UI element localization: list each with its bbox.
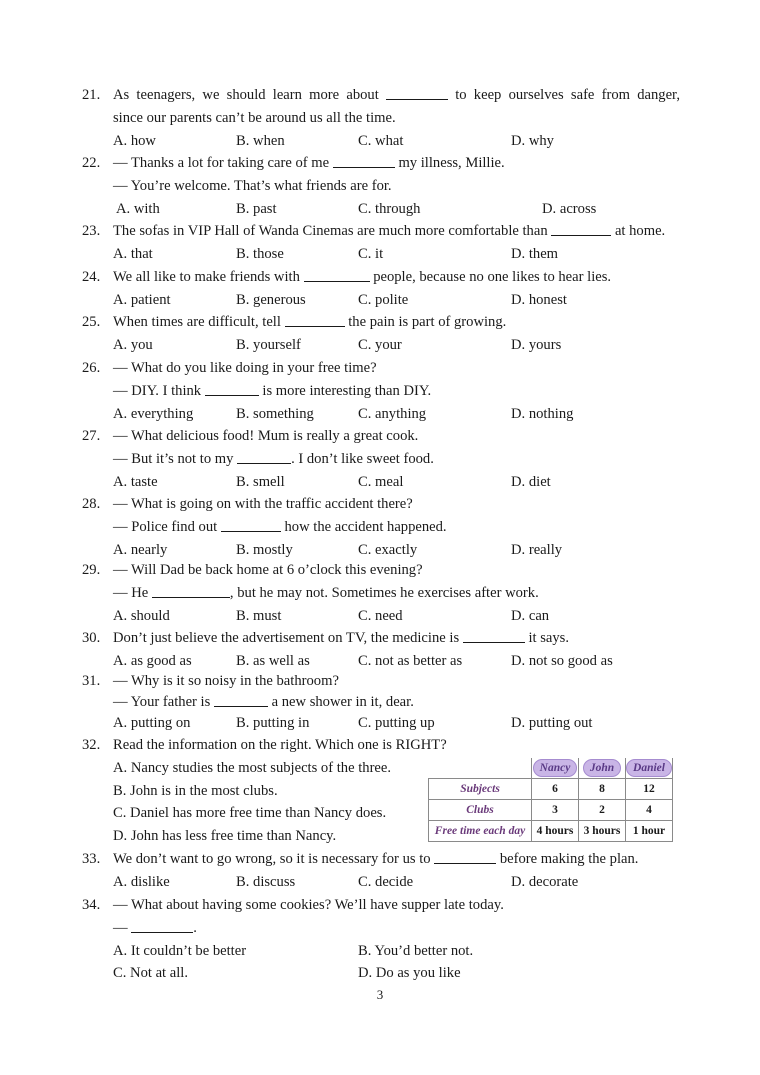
option-a[interactable]: A. should: [113, 607, 170, 624]
question-text-cont: — DIY. I think is more interesting than DIY.: [113, 382, 432, 399]
option-b[interactable]: B. mostly: [236, 541, 293, 558]
option-d[interactable]: D. yours: [511, 336, 562, 353]
option-d[interactable]: D. putting out: [511, 715, 593, 731]
option-b[interactable]: B. when: [236, 132, 285, 149]
question-text: — Will Dad be back home at 6 o’clock this evening?: [113, 562, 423, 578]
option-c[interactable]: C. through: [358, 200, 421, 217]
option-b[interactable]: B. generous: [236, 291, 306, 308]
table-cell: 4: [626, 800, 673, 821]
question-text: — What do you like doing in your free time?: [113, 360, 377, 376]
option-b[interactable]: B. past: [236, 200, 277, 217]
option-c[interactable]: C. your: [358, 336, 402, 353]
option-b[interactable]: B. something: [236, 405, 314, 422]
question-number: 24.: [82, 269, 101, 285]
table-header-row: [429, 758, 673, 779]
option-c[interactable]: C. putting up: [358, 715, 435, 731]
option-d[interactable]: D. why: [511, 132, 554, 149]
option-a[interactable]: A. nearly: [113, 541, 168, 558]
option-b[interactable]: B. putting in: [236, 715, 310, 731]
option-c[interactable]: C. what: [358, 132, 404, 149]
option-a[interactable]: A. taste: [113, 473, 158, 490]
table-cell: 3: [532, 800, 579, 821]
option-b[interactable]: B. those: [236, 245, 284, 262]
question-23: [82, 220, 682, 266]
question-text: When times are difficult, tell the pain is part of growing.: [113, 314, 507, 330]
table-corner-cell: [429, 758, 532, 779]
question-number: 23.: [82, 223, 101, 239]
option-d[interactable]: D. across: [542, 200, 597, 217]
question-27: [82, 425, 682, 493]
option-a[interactable]: A. everything: [113, 405, 194, 422]
question-text-cont: — He , but he may not. Sometimes he exercises after work.: [113, 584, 539, 601]
table-name-cell: [532, 758, 579, 779]
option-d[interactable]: D. decorate: [511, 873, 579, 890]
question-text-cont: — Your father is a new shower in it, dear.: [113, 694, 414, 710]
question-number: 34.: [82, 897, 101, 913]
question-number: 27.: [82, 428, 101, 444]
table-name-cell: [579, 758, 626, 779]
option-b[interactable]: B. discuss: [236, 873, 296, 890]
table-row: [429, 800, 673, 821]
question-number: 30.: [82, 630, 101, 646]
table-row: [429, 821, 673, 842]
table-cell: 3 hours: [579, 821, 626, 842]
row-label: Free time each day: [429, 821, 532, 842]
question-number: 31.: [82, 673, 101, 689]
question-number: 22.: [82, 155, 101, 171]
question-text: The sofas in VIP Hall of Wanda Cinemas are much more comfortable than at home.: [113, 223, 666, 239]
question-number: 21.: [82, 87, 101, 103]
option-c[interactable]: C. decide: [358, 873, 414, 890]
option-c[interactable]: C. Not at all.: [113, 965, 188, 982]
option-d[interactable]: D. can: [511, 607, 550, 624]
option-d[interactable]: D. really: [511, 541, 563, 558]
question-number: 33.: [82, 851, 101, 867]
question-text-cont: — .: [113, 919, 197, 936]
table-cell: 8: [579, 779, 626, 800]
question-30: [82, 627, 682, 673]
option-d[interactable]: D. them: [511, 245, 559, 262]
question-34: [82, 894, 682, 985]
row-label: Clubs: [429, 800, 532, 821]
question-number: 29.: [82, 562, 101, 578]
question-text-cont: — You’re welcome. That’s what friends are for.: [113, 177, 392, 194]
question-number: 28.: [82, 496, 101, 512]
question-text: As teenagers, we should learn more about to keep ourselves safe from danger,: [113, 87, 680, 103]
option-b[interactable]: B. as well as: [236, 652, 310, 669]
option-b[interactable]: B. yourself: [236, 336, 301, 353]
question-text-cont: — Police find out how the accident happened.: [113, 518, 447, 535]
name-john: John: [583, 759, 621, 777]
option-d[interactable]: D. Do as you like: [358, 965, 461, 982]
option-c[interactable]: C. need: [358, 607, 403, 624]
row-label: Subjects: [429, 779, 532, 800]
option-a[interactable]: A. It couldn’t be better: [113, 942, 247, 959]
question-24: [82, 266, 682, 312]
question-text-cont: — But it’s not to my . I don’t like sweet food.: [113, 450, 434, 467]
option-a[interactable]: A. you: [113, 336, 153, 353]
option-a[interactable]: A. as good as: [113, 652, 192, 669]
question-text: — What about having some cookies? We’ll have supper late today.: [113, 897, 504, 913]
question-text-cont: since our parents can’t be around us all the time.: [113, 109, 396, 126]
question-number: 32.: [82, 737, 101, 753]
option-c[interactable]: C. Daniel has more free time than Nancy does.: [113, 805, 387, 822]
option-c[interactable]: C. it: [358, 245, 384, 262]
question-text: Read the information on the right. Which one is RIGHT?: [113, 737, 447, 753]
question-number: 26.: [82, 360, 101, 376]
table-cell: 6: [532, 779, 579, 800]
option-b[interactable]: B. must: [236, 607, 282, 624]
page-number: 3: [376, 987, 384, 1002]
option-d[interactable]: D. nothing: [511, 405, 574, 422]
question-text: Don’t just believe the advertisement on TV, the medicine is it says.: [113, 630, 569, 646]
table-name-cell: [626, 758, 673, 779]
option-b[interactable]: B. John is in the most clubs.: [113, 782, 278, 799]
option-a[interactable]: A. Nancy studies the most subjects of the three.: [113, 759, 392, 776]
option-d[interactable]: D. not so good as: [511, 652, 613, 669]
table-cell: 2: [579, 800, 626, 821]
option-d[interactable]: D. John has less free time than Nancy.: [113, 828, 337, 845]
question-28: [82, 493, 682, 561]
question-21: [82, 84, 682, 152]
table-cell: 4 hours: [532, 821, 579, 842]
option-d[interactable]: D. honest: [511, 291, 567, 308]
question-text: — Thanks a lot for taking care of me my illness, Millie.: [113, 155, 505, 171]
table-row: [429, 779, 673, 800]
option-c[interactable]: C. exactly: [358, 541, 418, 558]
name-nancy: Nancy: [533, 759, 578, 777]
option-c[interactable]: C. not as better as: [358, 652, 463, 669]
question-text: — What delicious food! Mum is really a great cook.: [113, 428, 419, 444]
option-c[interactable]: C. anything: [358, 405, 427, 422]
question-25: [82, 311, 682, 357]
option-a[interactable]: A. putting on: [113, 715, 191, 731]
question-26: [82, 357, 682, 425]
table-cell: 12: [626, 779, 673, 800]
question-text: We don’t want to go wrong, so it is necessary for us to before making the plan.: [113, 851, 639, 867]
option-a[interactable]: A. that: [113, 245, 153, 262]
info-table: [428, 758, 673, 842]
option-a[interactable]: A. with: [116, 200, 160, 217]
question-22: [82, 152, 682, 220]
option-d[interactable]: D. diet: [511, 473, 551, 490]
table-cell: 1 hour: [626, 821, 673, 842]
name-daniel: Daniel: [626, 759, 672, 777]
option-b[interactable]: B. smell: [236, 473, 285, 490]
question-number: 25.: [82, 314, 101, 330]
option-c[interactable]: C. polite: [358, 291, 409, 308]
question-text: We all like to make friends with people, because no one likes to hear lies.: [113, 269, 612, 285]
question-text: — What is going on with the traffic accident there?: [113, 496, 413, 512]
option-a[interactable]: A. how: [113, 132, 156, 149]
option-a[interactable]: A. dislike: [113, 873, 170, 890]
question-text: — Why is it so noisy in the bathroom?: [113, 673, 339, 689]
question-31: [82, 671, 682, 734]
option-b[interactable]: B. You’d better not.: [358, 942, 474, 959]
question-29: [82, 559, 682, 627]
option-c[interactable]: C. meal: [358, 473, 404, 490]
question-33: [82, 848, 682, 894]
option-a[interactable]: A. patient: [113, 291, 171, 308]
